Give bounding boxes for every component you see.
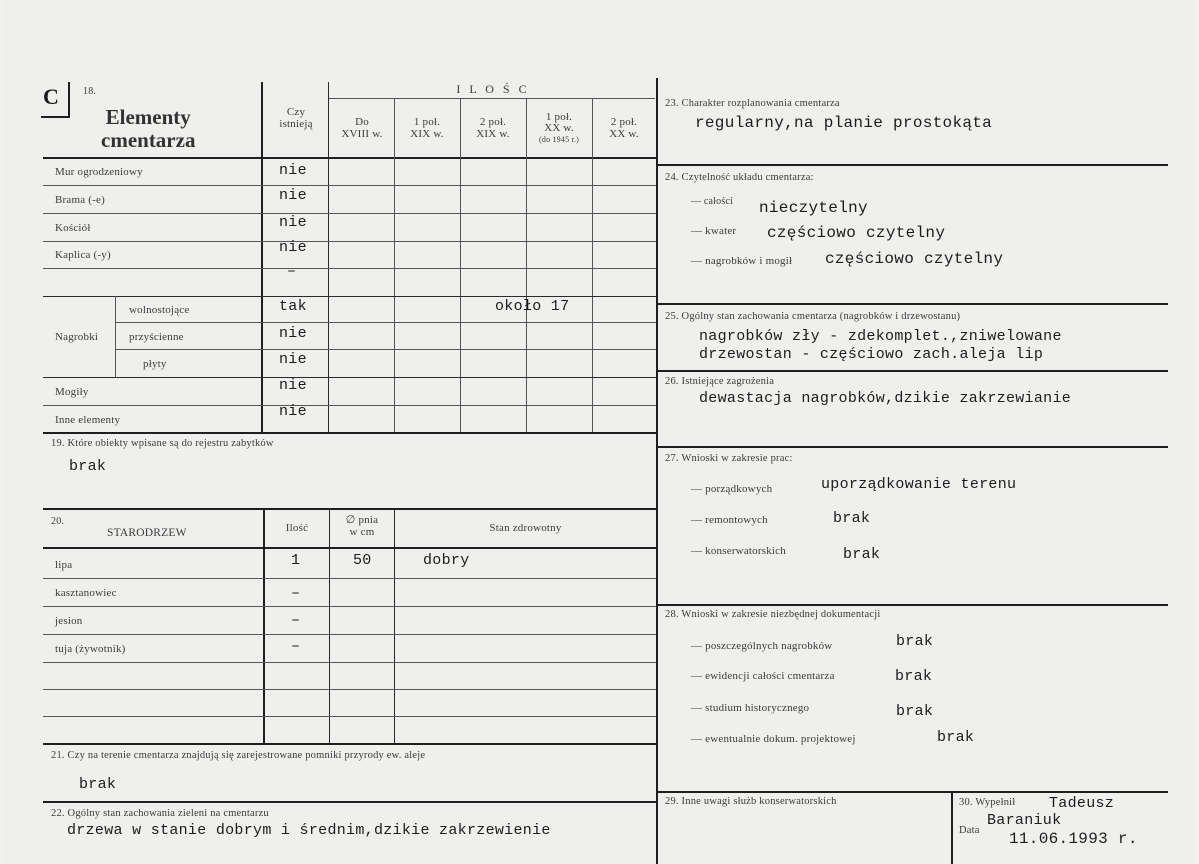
s22-value: drzewa w stanie dobrym i średnim,dzikie zakrzewienie <box>67 822 551 839</box>
s20-col-pnia-line2: w cm <box>349 526 375 538</box>
row-line <box>116 349 656 350</box>
s27-row-label: — porządkowych <box>691 483 773 495</box>
tree-ilosc: – <box>291 585 301 602</box>
row-line <box>43 634 656 635</box>
row-line <box>43 716 656 717</box>
period-col-3 <box>527 112 591 145</box>
col-exists-line2: istnieją <box>279 118 313 130</box>
s20-col-stan: Stan zdrowotny <box>489 522 562 534</box>
s23-value: regularny,na planie prostokąta <box>695 114 993 132</box>
s28-row-label: — studium historycznego <box>691 702 810 714</box>
col-exists-line1: Czy <box>286 106 306 118</box>
s24-row-label: — nagrobków i mogił <box>691 255 793 267</box>
s28-row-label: — ewidencji całości cmentarza <box>691 670 835 682</box>
nagrobki-label: Nagrobki <box>55 331 99 343</box>
col-line <box>394 98 395 432</box>
s20-title: STARODRZEW <box>107 527 187 539</box>
s24-row-label: — kwater <box>691 225 737 237</box>
row-line <box>43 606 656 607</box>
s27-row-label: — remontowych <box>691 514 768 526</box>
element-value: nie <box>279 214 307 231</box>
col-line <box>328 82 329 432</box>
s30-date: 11.06.1993 r. <box>1009 830 1138 848</box>
s28-bottom-line <box>658 791 1168 793</box>
s30-name1: Tadeusz <box>1049 795 1115 812</box>
tree-name: jesion <box>55 615 83 627</box>
row-line <box>43 377 656 378</box>
s30-label: 30. Wypełnił <box>959 797 1016 808</box>
section-title-line2: cmentarza <box>101 128 196 152</box>
s25-label: 25. Ogólny stan zachowania cmentarza (nagrobków i drzewostanu) <box>665 311 961 322</box>
s21-value: brak <box>79 776 117 793</box>
period-label: Do <box>355 116 369 128</box>
s30-data-label: Data <box>959 825 980 836</box>
s25-line2: drzewostan - częściowo zach.aleja lip <box>699 346 1044 363</box>
tree-name: kasztanowiec <box>55 587 117 599</box>
col-line <box>460 98 461 432</box>
element-label: Kościół <box>55 222 91 234</box>
s27-label: 27. Wnioski w zakresie prac: <box>665 453 793 464</box>
period-col-1 <box>395 116 459 140</box>
period-col-0 <box>331 116 393 140</box>
s28-row-value: brak <box>896 633 934 650</box>
row-line <box>43 213 656 214</box>
s20-bottom-line <box>43 743 656 745</box>
mogily-label: Mogiły <box>55 386 89 398</box>
s28-row-value: brak <box>895 668 933 685</box>
s26-value: dewastacja nagrobków,dzikie zakrzewianie <box>699 390 1072 407</box>
form-sheet <box>3 0 1196 864</box>
s24-label: 24. Czytelność układu cmentarza: <box>665 172 814 183</box>
table-bottom-line <box>43 432 656 434</box>
s25-line1: nagrobków zły - zdekomplet.,zniwelowane <box>699 328 1062 345</box>
ilosc-divider <box>329 98 655 99</box>
s24-row-label: — całości <box>691 196 734 207</box>
s30-divider <box>951 793 953 864</box>
s21-label: 21. Czy na terenie cmentarza znajdują się zarejestrowane pomniki przyrody ew. aleje <box>51 750 426 761</box>
col-line <box>261 82 263 432</box>
s19-bottom-line <box>43 508 656 510</box>
row-line <box>43 578 656 579</box>
s22-label: 22. Ogólny stan zachowania zieleni na cmentarzu <box>51 808 269 819</box>
nagrobki-row-value: nie <box>279 351 307 368</box>
nagrobki-row-value: tak <box>279 298 307 315</box>
row-line <box>43 405 656 406</box>
s27-row-value: brak <box>833 510 871 527</box>
period-label: 2 poł. <box>479 116 507 128</box>
element-value: – <box>287 263 297 280</box>
tree-name: tuja (żywotnik) <box>55 643 126 655</box>
period-label: XIX w. <box>476 128 510 140</box>
period-label: XIX w. <box>410 128 444 140</box>
row-line <box>116 322 656 323</box>
s29-label: 29. Inne uwagi służb konserwatorskich <box>665 796 837 807</box>
element-label: Kaplica (-y) <box>55 249 111 261</box>
ilosc-header: I L O Ś C <box>456 82 530 96</box>
col-exists-header <box>265 106 327 130</box>
s20-col-line <box>394 510 395 745</box>
s27-row-value: uporządkowanie terenu <box>821 476 1017 493</box>
row-line <box>43 662 656 663</box>
nagrobki-row-label: płyty <box>143 358 167 370</box>
element-label: Brama (-e) <box>55 194 105 206</box>
col-line <box>526 98 527 432</box>
tree-name: lipa <box>55 559 73 571</box>
period-label: (do 1945 r.) <box>539 135 579 144</box>
row-line <box>43 296 656 297</box>
nagrobki-row-note: około 17 <box>495 298 570 315</box>
letter-box-line <box>68 82 70 116</box>
tree-ilosc: – <box>291 612 301 629</box>
s27-row-value: brak <box>843 546 881 563</box>
tree-ilosc: – <box>291 638 301 655</box>
s28-label: 28. Wnioski w zakresie niezbędnej dokumentacji <box>665 609 881 620</box>
s27-row-label: — konserwatorskich <box>691 545 786 557</box>
nagrobki-row-label: przyścienne <box>129 331 184 343</box>
period-label: 1 poł. <box>545 111 573 123</box>
s24-row-value: nieczytelny <box>759 199 868 217</box>
s28-row-label: — poszczególnych nagrobków <box>691 640 833 652</box>
s20-col-pnia <box>331 513 393 539</box>
nagrobki-row-value: nie <box>279 325 307 342</box>
element-label: Mur ogrodzeniowy <box>55 166 143 178</box>
element-value: nie <box>279 162 307 179</box>
s19-value: brak <box>69 458 107 475</box>
period-label: XX w. <box>544 122 574 134</box>
center-divider <box>656 78 658 864</box>
s21-bottom-line <box>43 801 656 803</box>
period-col-4 <box>593 116 655 140</box>
tree-cm: 50 <box>353 552 372 569</box>
tree-stan: dobry <box>423 552 470 569</box>
period-label: 1 poł. <box>413 116 441 128</box>
row-line <box>43 268 656 269</box>
element-value: nie <box>279 187 307 204</box>
s24-bottom-line <box>658 303 1168 305</box>
s28-row-label: — ewentualnie dokum. projektowej <box>691 733 856 745</box>
s26-label: 26. Istniejące zagrożenia <box>665 376 775 387</box>
s23-label: 23. Charakter rozplanowania cmentarza <box>665 98 840 109</box>
section-title <box>101 106 195 152</box>
inne-label: Inne elementy <box>55 414 121 426</box>
s23-bottom-line <box>658 164 1168 166</box>
nagrobki-divider <box>115 296 116 378</box>
s27-bottom-line <box>658 604 1168 606</box>
col-line <box>592 98 593 432</box>
period-col-2 <box>461 116 525 140</box>
inne-value: nie <box>279 403 307 420</box>
letter-box-line <box>41 116 70 118</box>
period-label: XX w. <box>609 128 639 140</box>
s24-row-value: częściowo czytelny <box>825 250 1004 268</box>
s20-header-line <box>43 547 656 549</box>
period-label: XVIII w. <box>341 128 383 140</box>
s20-col-line <box>329 510 330 745</box>
tree-ilosc: 1 <box>291 552 301 569</box>
row-line <box>43 689 656 690</box>
section-letter: C <box>43 84 59 109</box>
s20-col-line <box>263 510 265 745</box>
element-value: nie <box>279 239 307 256</box>
s24-row-value: częściowo czytelny <box>767 224 946 242</box>
section-number: 18. <box>83 86 97 97</box>
s26-bottom-line <box>658 446 1168 448</box>
s30-name2: Baraniuk <box>987 812 1062 829</box>
s20-col-pnia-line1: ∅ pnia <box>345 514 379 526</box>
mogily-value: nie <box>279 377 307 394</box>
s20-col-ilosc: Ilość <box>285 522 309 534</box>
s19-label: 19. Które obiekty wpisane są do rejestru zabytków <box>51 438 274 449</box>
nagrobki-row-label: wolnostojące <box>129 304 190 316</box>
header-bottom-line <box>43 157 656 159</box>
period-label: 2 poł. <box>610 116 638 128</box>
row-line <box>43 241 656 242</box>
row-line <box>43 185 656 186</box>
s28-row-value: brak <box>937 729 975 746</box>
s20-number: 20. <box>51 516 65 527</box>
s25-bottom-line <box>658 370 1168 372</box>
s28-row-value: brak <box>896 703 934 720</box>
section-title-line1: Elementy <box>105 105 191 129</box>
